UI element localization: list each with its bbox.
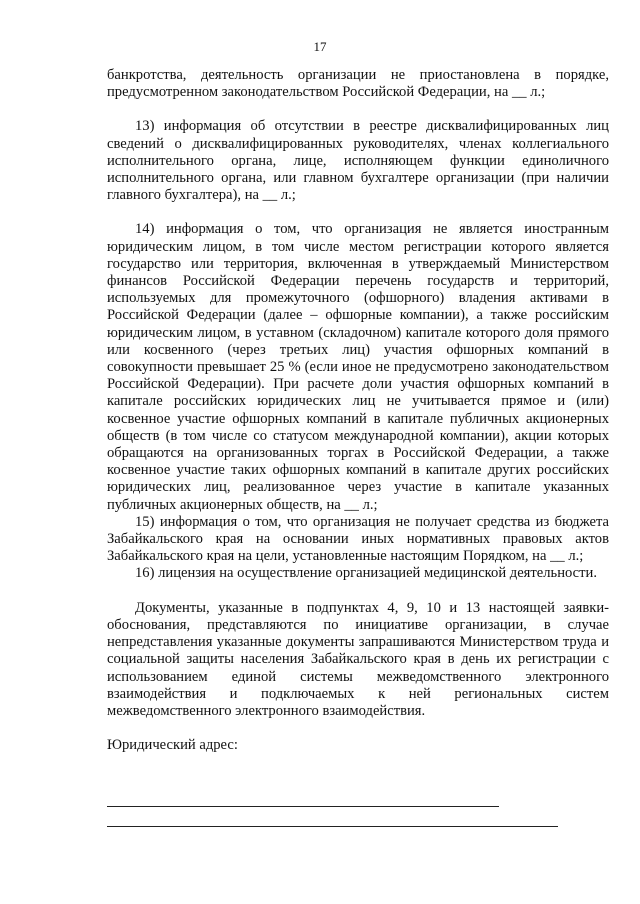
address-blank-line bbox=[107, 806, 499, 807]
address-blank-line bbox=[107, 826, 558, 827]
paragraph-bankruptcy-continuation: банкротства, деятельность организации не приостановлена в порядке, предусмотренном законодательством Российской Федерации, на __ л.; bbox=[107, 67, 609, 101]
paragraph-item-13: 13) информация об отсутствии в реестре дисквалифицированных лиц сведений о дисквалифицированных руководителях, членах коллегиального исполнительного органа, лице, исполняющем функции единоличного исполнительного органа, или главном бухгалтере организации (при наличии главного бухгалтера), на __ л.; bbox=[107, 118, 609, 204]
paragraph-gap bbox=[107, 204, 609, 221]
document-body bbox=[107, 67, 609, 754]
paragraph-gap bbox=[107, 101, 609, 118]
page-number: 17 bbox=[313, 39, 327, 54]
paragraph-item-15: 15) информация о том, что организация не получает средства из бюджета Забайкальского края на основании иных нормативных правовых актов Забайкальского края на цели, установленные настоящим Порядком, на __ л.; bbox=[107, 513, 609, 565]
paragraph-item-16: 16) лицензия на осуществление организацией медицинской деятельности. bbox=[135, 565, 597, 582]
paragraph-item-14: 14) информация о том, что организация не является иностранным юридическим лицом, в том числе местом регистрации которого является государство или территория, включенная в утверждаемый Министерством финансов Российской Федерации перечень государств и территорий, используемых для промежуточного (офшорного) владения активами в Российской Федерации (далее – офшорные компании), а также российским юридическим лицом, в уставном (складочном) капитале которого доля прямого или косвенного (через третьих лиц) участия офшорных компаний в совокупности превышает 25 % (если иное не предусмотрено законодательством Российской Федерации). При расчете доли участия офшорных компаний в капитале российских юридических лиц не учитывается прямое и (или) косвенное участие офшорных компаний в капитале публичных акционерных обществ (в том числе со статусом международной компании), акции которых обращаются на организованных торгах в Российской Федерации, а также косвенное участие таких офшорных компаний в капитале других российских юридических лиц, реализованное через участие в капитале указанных публичных акционерных обществ, на __ л.; bbox=[107, 221, 609, 513]
paragraph-documents: Документы, указанные в подпунктах 4, 9, 10 и 13 настоящей заявки-обоснования, представляются по инициативе организации, в случае непредставления указанные документы запрашиваются Министерством труда и социальной защиты населения Забайкальского края в день их регистрации с использованием единой системы межведомственного электронного взаимодействия и подключаемых к ней региональных систем межведомственного электронного взаимодействия. bbox=[107, 599, 609, 719]
legal-address-label: Юридический адрес: bbox=[107, 737, 238, 754]
paragraph-gap bbox=[107, 720, 609, 737]
paragraph-gap bbox=[107, 583, 609, 600]
